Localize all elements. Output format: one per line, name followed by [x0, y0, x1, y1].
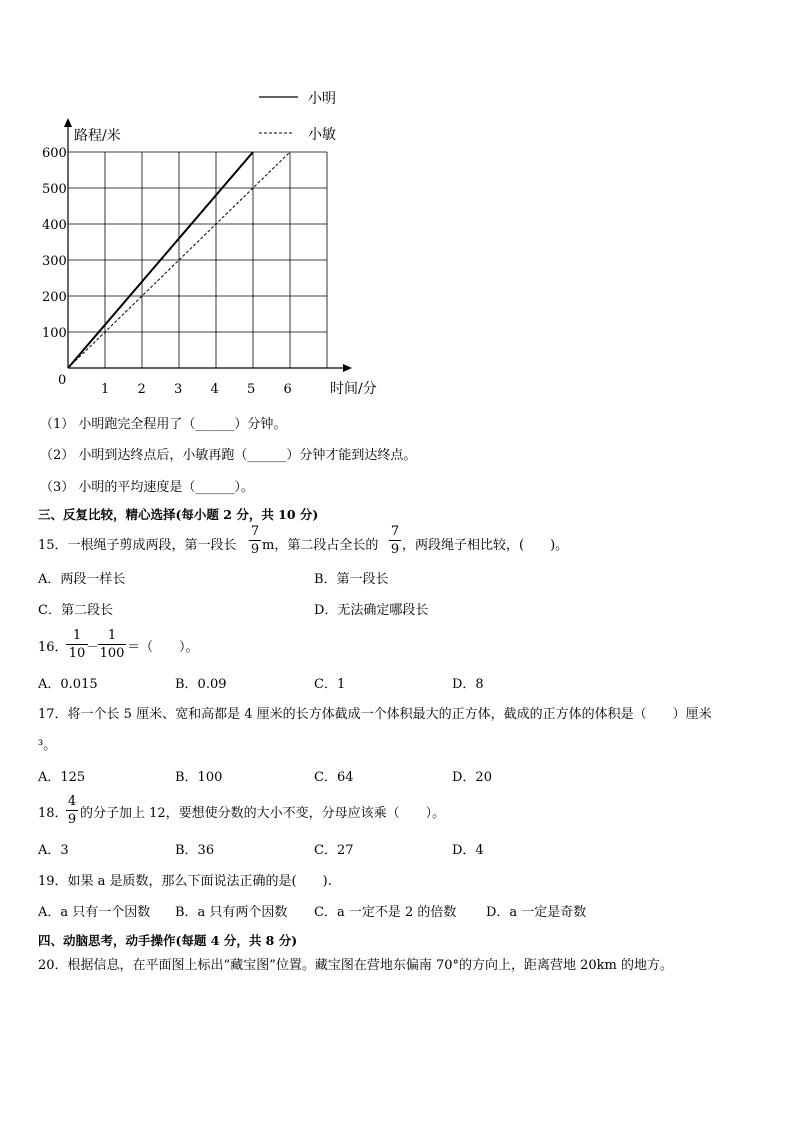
- q16-minus: －: [86, 640, 100, 655]
- chart-question-1: （1） 小明跑完全程用了（______）分钟。: [40, 417, 287, 432]
- y-axis-arrow: [64, 118, 72, 127]
- q15-fraction-2-denominator: 9: [390, 542, 400, 557]
- q18-fraction-denominator: 9: [67, 812, 77, 827]
- q16-option-a[interactable]: A．0.015: [38, 677, 98, 692]
- q18-fraction: [66, 794, 78, 827]
- q18-option-c[interactable]: C．27: [314, 843, 354, 858]
- q19-stem: 19．如果 a 是质数，那么下面说法正确的是( ).: [38, 874, 332, 889]
- x-tick-label: 6: [283, 382, 292, 397]
- q17-option-a[interactable]: A．125: [38, 770, 86, 785]
- x-tick-label: 4: [210, 382, 219, 397]
- q16-fraction-2-numerator: 1: [107, 628, 117, 643]
- q16-fraction-1: [66, 628, 88, 661]
- q16-fraction-1-denominator: 10: [68, 646, 86, 661]
- legend: [259, 91, 336, 143]
- q17-stem-line-2: ³。: [38, 738, 57, 753]
- q18-option-d[interactable]: D．4: [452, 843, 484, 858]
- q19-option-a[interactable]: A．a 只有一个因数: [38, 905, 151, 920]
- chart-grid: [68, 152, 327, 368]
- q16-option-c[interactable]: C．1: [314, 677, 346, 692]
- y-tick-label: 200: [42, 290, 67, 305]
- q18-fraction-numerator: 4: [67, 794, 77, 809]
- section-3-heading: 三、反复比较，精心选择(每小题 2 分，共 10 分): [38, 507, 319, 522]
- q20-stem: 20．根据信息，在平面图上标出“藏宝图”位置。藏宝图在营地东偏南 70°的方向上，距离营地 20km 的地方。: [38, 958, 674, 973]
- q19-option-c[interactable]: C．a 一定不是 2 的倍数: [314, 905, 457, 920]
- q15-fraction-1-denominator: 9: [250, 542, 260, 557]
- y-tick-label: 100: [42, 326, 67, 341]
- q15-fraction-2-numerator: 7: [390, 524, 400, 539]
- chart-question-2: （2） 小明到达终点后，小敏再跑（______）分钟才能到达终点。: [40, 448, 417, 463]
- x-tick-label: 3: [174, 382, 183, 397]
- x-axis-arrow: [343, 364, 352, 372]
- y-tick-label: 400: [42, 218, 67, 233]
- y-tick-label: 600: [42, 146, 67, 161]
- q15-fraction-1: [249, 524, 261, 557]
- distance-time-chart: [0, 0, 794, 400]
- q19-option-b[interactable]: B．a 只有两个因数: [175, 905, 288, 920]
- q15-stem-mid: m，第二段占全长的: [262, 538, 379, 553]
- x-tick-label: 5: [247, 382, 256, 397]
- q19-option-d[interactable]: D．a 一定是奇数: [486, 905, 587, 920]
- q16-fraction-1-numerator: 1: [72, 628, 82, 643]
- q17-option-c[interactable]: C．64: [314, 770, 354, 785]
- q18-option-a[interactable]: A．3: [38, 843, 69, 858]
- q15-option-c[interactable]: C．第二段长: [38, 603, 113, 618]
- y-axis-label: 路程/米: [74, 128, 121, 144]
- chart-axes: [64, 118, 352, 372]
- q17-stem-line-1: 17．将一个长 5 厘米、宽和高都是 4 厘米的长方体截成一个体积最大的正方体，截成的正方体的体积是（ ）厘米: [38, 707, 712, 722]
- origin-label: 0: [58, 373, 67, 388]
- q16-fraction-2: [98, 628, 126, 661]
- chart-question-3: （3） 小明的平均速度是（______）。: [40, 480, 254, 495]
- q16-number: 16．: [38, 640, 68, 655]
- q16-option-d[interactable]: D．8: [452, 677, 484, 692]
- q15-stem-pre: 15．一根绳子剪成两段，第一段长: [38, 538, 237, 553]
- legend-label-xiaomin: 小敏: [308, 127, 336, 143]
- legend-label-xiaoming: 小明: [308, 91, 336, 107]
- y-tick-label: 500: [42, 182, 67, 197]
- chart-tick-labels: [42, 146, 292, 397]
- q17-option-d[interactable]: D．20: [452, 770, 492, 785]
- q15-option-d[interactable]: D．无法确定哪段长: [314, 603, 429, 618]
- q15-option-a[interactable]: A．两段一样长: [38, 572, 126, 587]
- x-tick-label: 2: [137, 382, 146, 397]
- q18-number: 18．: [38, 806, 68, 821]
- q16-fraction-2-denominator: 100: [99, 646, 125, 661]
- q17-option-b[interactable]: B．100: [175, 770, 223, 785]
- q15-stem-post: ，两段绳子相比较，( )。: [402, 538, 569, 553]
- q15-fraction-1-numerator: 7: [250, 524, 260, 539]
- q15-fraction-2: [389, 524, 401, 557]
- q18-stem-post: 的分子加上 12，要想使分数的大小不变，分母应该乘（ ）。: [80, 806, 446, 821]
- x-axis-label: 时间/分: [330, 381, 377, 397]
- q15-option-b[interactable]: B．第一段长: [314, 572, 389, 587]
- x-tick-label: 1: [101, 382, 110, 397]
- q16-option-b[interactable]: B．0.09: [175, 677, 227, 692]
- q16-stem-post: ＝（ ）。: [127, 640, 199, 655]
- section-4-heading: 四、动脑思考，动手操作(每题 4 分，共 8 分): [38, 933, 298, 948]
- y-tick-label: 300: [42, 254, 67, 269]
- q18-option-b[interactable]: B．36: [175, 843, 215, 858]
